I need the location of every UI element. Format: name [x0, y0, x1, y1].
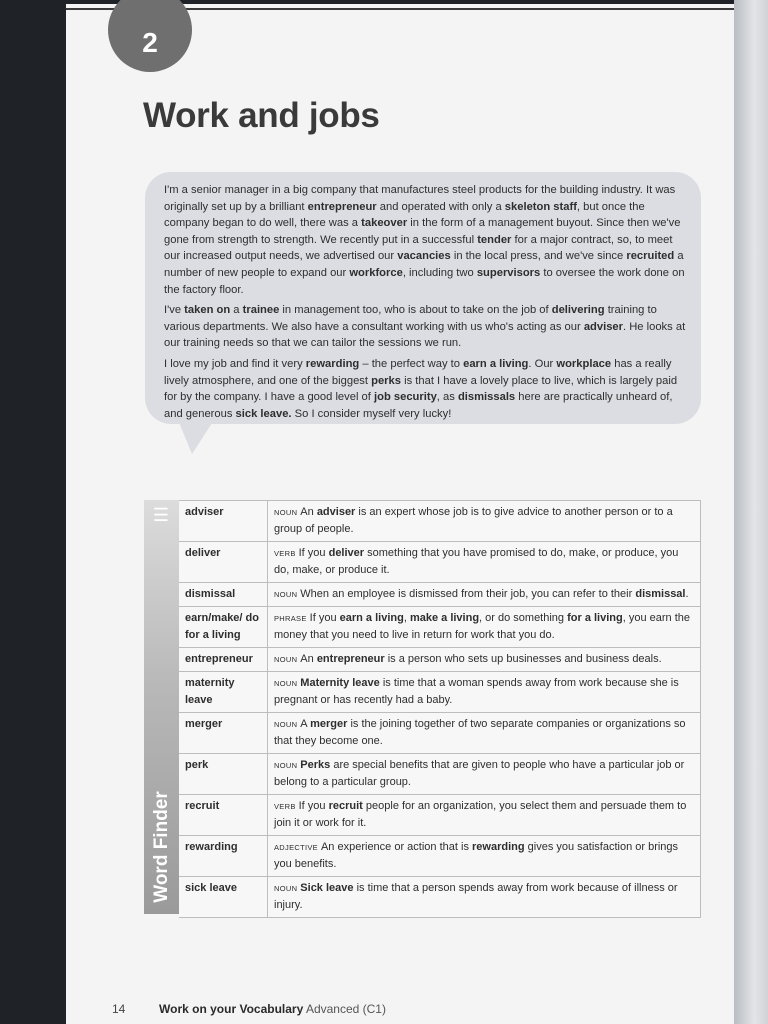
- word-finder-row: [179, 795, 701, 836]
- definition-keyword: recruit: [328, 800, 363, 812]
- bubble-keyword: workplace: [556, 357, 612, 370]
- word-finder-row: [179, 836, 701, 877]
- bubble-keyword: takeover: [361, 217, 408, 230]
- word-finder-row: [179, 501, 701, 542]
- definition-text: are special benefits that are given to people who have a particular job or belong to a particular group.: [274, 759, 685, 788]
- headword: merger: [179, 713, 268, 754]
- bubble-paragraph: [164, 356, 686, 422]
- definition-text: If you: [298, 547, 329, 559]
- definition-text: ,: [403, 612, 410, 624]
- bubble-text: is that I have a lovely place to live, which is largely paid for by the company. I have a good level of: [164, 374, 678, 404]
- bubble-keyword: tender: [477, 233, 512, 246]
- bubble-text: I've: [164, 304, 185, 317]
- chapter-title: Work and jobs: [143, 96, 380, 135]
- part-of-speech: VERB: [274, 549, 296, 558]
- part-of-speech: NOUN: [274, 761, 298, 770]
- bubble-keyword: delivering: [551, 304, 605, 317]
- definition-text: people for an organization, you select them and persuade them to join it or work for it.: [274, 800, 687, 829]
- definition-text: is time that a person spends away from work because of illness or injury.: [274, 882, 678, 911]
- definition-keyword: deliver: [328, 547, 365, 559]
- definition-text: .: [685, 588, 689, 600]
- definition: [268, 836, 701, 877]
- bubble-text: training to various departments. We also have a consultant working with us who's acting as our: [164, 304, 657, 333]
- headword: earn/make/ do for a living: [179, 607, 268, 648]
- headword: maternity leave: [179, 672, 268, 713]
- definition-keyword: earn a living: [339, 612, 404, 624]
- word-finder-row: [179, 877, 701, 918]
- bubble-text: I love my job and find it very: [164, 357, 306, 370]
- word-finder-table: [179, 500, 701, 918]
- definition-text: When an employee is dismissed from their job, you can refer to their: [300, 588, 636, 600]
- headword: entrepreneur: [179, 648, 268, 672]
- bubble-text: a: [230, 304, 243, 317]
- definition: [268, 795, 701, 836]
- word-finder-row: [179, 607, 701, 648]
- page-edge-shadow: [734, 0, 768, 1024]
- definition-text: An: [300, 653, 317, 665]
- definition-text: is the joining together of two separate companies or organizations so that they become one.: [274, 718, 686, 747]
- definition-text: is time that a woman spends away from work because she is pregnant or has recently had a baby.: [274, 677, 679, 706]
- word-finder-row: [179, 648, 701, 672]
- bubble-text: for a major contract, so, to meet our increased output needs, we advertised our: [164, 233, 673, 263]
- part-of-speech: ADJECTIVE: [274, 843, 318, 852]
- part-of-speech: NOUN: [274, 720, 298, 729]
- headword: adviser: [179, 501, 268, 542]
- definition-keyword: make a living: [409, 612, 480, 624]
- headword: sick leave: [179, 877, 268, 918]
- bubble-keyword: adviser: [583, 320, 623, 333]
- part-of-speech: NOUN: [274, 884, 298, 893]
- headword: recruit: [179, 795, 268, 836]
- book-title: Work on your Vocabulary: [159, 1002, 304, 1016]
- definition: [268, 713, 701, 754]
- bubble-text: So I consider myself very lucky!: [291, 407, 452, 420]
- bubble-keyword: workforce: [349, 266, 403, 279]
- headword: deliver: [179, 542, 268, 583]
- speech-bubble-text: [164, 182, 686, 426]
- bubble-text: . He looks at our training needs so that we can tailor the sessions we run.: [164, 320, 686, 350]
- word-finder-row: [179, 542, 701, 583]
- bubble-text: has a really lively atmosphere, and one of the biggest: [164, 357, 672, 387]
- definition: [268, 607, 701, 648]
- part-of-speech: NOUN: [274, 679, 298, 688]
- definition-text: , or do something: [479, 612, 568, 624]
- word-finder-label: Word Finder: [150, 791, 172, 903]
- definition: [268, 501, 701, 542]
- headword: rewarding: [179, 836, 268, 877]
- definition-text: If you: [298, 800, 329, 812]
- definition-keyword: Perks: [300, 759, 331, 771]
- bubble-text: to oversee the work done on the factory floor.: [164, 266, 685, 296]
- word-finder-row: [179, 754, 701, 795]
- headword: dismissal: [179, 583, 268, 607]
- bubble-keyword: trainee: [242, 304, 280, 317]
- bubble-keyword: supervisors: [476, 266, 541, 279]
- bubble-text: I'm a senior manager in a big company that manufactures steel products for the building industry. It was originally set up by a brilliant: [164, 184, 676, 213]
- definition-keyword: merger: [310, 718, 348, 730]
- bubble-keyword: job security: [374, 391, 437, 404]
- definition-keyword: entrepreneur: [316, 653, 385, 665]
- definition-text: An: [300, 506, 317, 518]
- bubble-keyword: sick leave.: [235, 407, 292, 420]
- bubble-keyword: skeleton staff: [504, 200, 577, 213]
- word-finder-row: [179, 672, 701, 713]
- bubble-paragraph: [164, 182, 686, 298]
- bubble-text: and operated with only a: [376, 200, 505, 213]
- definition-keyword: Maternity leave: [300, 677, 380, 689]
- bubble-keyword: recruited: [626, 250, 675, 263]
- headword: perk: [179, 754, 268, 795]
- bubble-keyword: perks: [371, 374, 401, 387]
- bubble-text: in management too, who is about to take on the job of: [279, 304, 552, 317]
- definition: [268, 877, 701, 918]
- definition-text: something that you have promised to do, make, or produce, you do, make, or produce it.: [274, 547, 679, 576]
- part-of-speech: NOUN: [274, 590, 298, 599]
- definition-text: If you: [309, 612, 340, 624]
- part-of-speech: NOUN: [274, 655, 298, 664]
- chapter-number-badge: 2: [108, 0, 192, 72]
- definition-keyword: adviser: [316, 506, 356, 518]
- bubble-text: a number of new people to expand our: [164, 250, 684, 279]
- definition: [268, 648, 701, 672]
- bubble-keyword: vacancies: [397, 250, 451, 263]
- definition-keyword: Sick leave: [300, 882, 354, 894]
- definition-keyword: for a living: [567, 612, 623, 624]
- definition-keyword: rewarding: [472, 841, 525, 853]
- part-of-speech: VERB: [274, 802, 296, 811]
- bubble-text: in the form of a management buyout. Since then we've gone from strength to strength. We recently put in a successful: [164, 217, 681, 246]
- word-finder-row: [179, 713, 701, 754]
- bubble-keyword: taken on: [184, 304, 231, 317]
- definition: [268, 672, 701, 713]
- word-finder-label-wrap: [144, 780, 179, 914]
- book-level: Advanced (C1): [305, 1002, 386, 1016]
- definition-text: is an expert whose job is to give advice to another person or to a group of people.: [274, 506, 673, 535]
- bubble-text: . Our: [528, 357, 557, 370]
- definition: [268, 583, 701, 607]
- word-finder-row: [179, 583, 701, 607]
- page-number: 14: [112, 1002, 126, 1016]
- definition-text: A: [300, 718, 311, 730]
- bubble-paragraph: [164, 302, 686, 352]
- page-footer: [112, 1002, 386, 1016]
- bubble-text: – the perfect way to: [359, 357, 464, 370]
- definition-text: , you earn the money that you need to live in return for work that you do.: [274, 612, 691, 641]
- bubble-text: , but once the company began to do well, there was a: [164, 200, 645, 230]
- definition: [268, 754, 701, 795]
- bubble-text: here are practically unheard of, and generous: [164, 391, 673, 420]
- bubble-keyword: earn a living: [463, 357, 529, 370]
- bubble-keyword: entrepreneur: [307, 200, 377, 213]
- definition-text: gives you satisfaction or brings you benefits.: [274, 841, 679, 870]
- bubble-text: , including two: [402, 266, 477, 279]
- bubble-text: , as: [436, 391, 458, 404]
- definition: [268, 542, 701, 583]
- part-of-speech: PHRASE: [274, 614, 307, 623]
- part-of-speech: NOUN: [274, 508, 298, 517]
- bubble-keyword: dismissals: [457, 391, 516, 404]
- bubble-text: in the local press, and we've since: [450, 250, 627, 263]
- definition-keyword: dismissal: [635, 588, 686, 600]
- bubble-keyword: rewarding: [305, 357, 360, 370]
- definition-text: An experience or action that is: [320, 841, 472, 853]
- definition-text: is a person who sets up businesses and business deals.: [384, 653, 662, 665]
- list-icon: ☰: [152, 505, 170, 525]
